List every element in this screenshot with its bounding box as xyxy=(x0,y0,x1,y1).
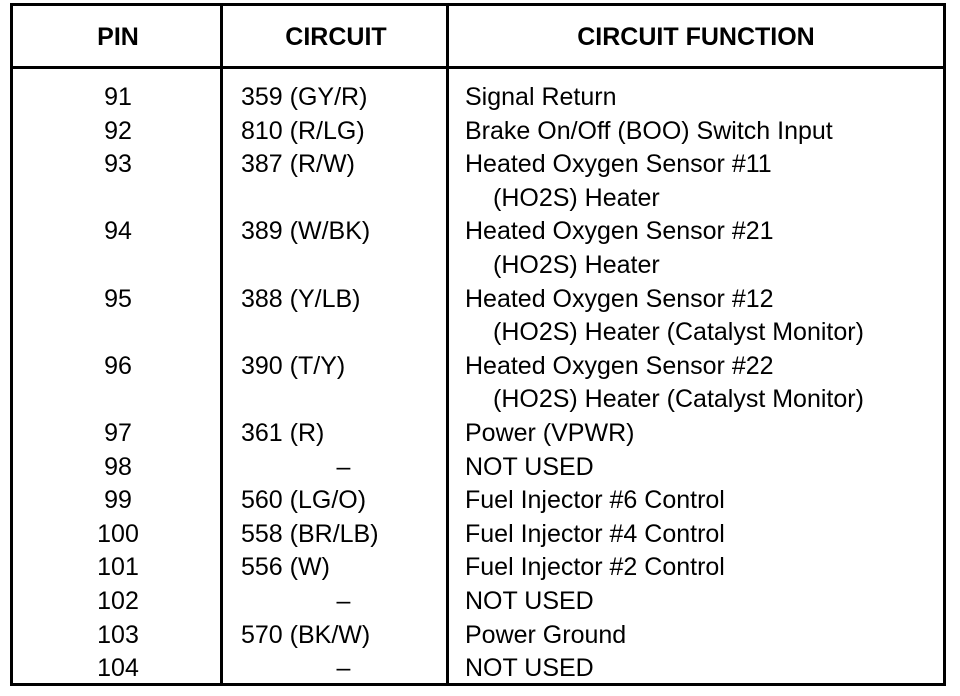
circuit-cell: – xyxy=(336,654,351,683)
function-cell xyxy=(465,484,725,518)
function-line: Heated Oxygen Sensor #11 xyxy=(465,150,772,179)
function-line-continued: (HO2S) Heater (Catalyst Monitor) xyxy=(493,385,864,414)
circuit-cell: – xyxy=(336,452,351,481)
function-cell xyxy=(465,451,594,485)
table-row xyxy=(13,283,943,350)
table-row xyxy=(13,585,943,619)
function-cell xyxy=(465,551,725,585)
pin-cell: 104 xyxy=(97,654,139,683)
table-row xyxy=(13,451,943,485)
table-row xyxy=(13,115,943,149)
circuit-cell: 390 (T/Y) xyxy=(241,351,346,380)
table-header xyxy=(13,6,943,69)
pin-cell: 96 xyxy=(104,351,132,380)
function-line-continued: (HO2S) Heater (Catalyst Monitor) xyxy=(493,318,864,347)
circuit-cell: 389 (W/BK) xyxy=(241,217,371,246)
function-line: Signal Return xyxy=(465,83,617,111)
table-row xyxy=(13,484,943,518)
circuit-cell: 388 (Y/LB) xyxy=(241,284,361,313)
pin-cell: 97 xyxy=(104,418,132,447)
function-cell xyxy=(465,417,634,451)
function-cell xyxy=(465,619,626,653)
header-circuit: CIRCUIT xyxy=(285,23,387,51)
table-row xyxy=(13,215,943,282)
table-row xyxy=(13,551,943,585)
circuit-cell: 810 (R/LG) xyxy=(241,116,365,145)
header-pin: PIN xyxy=(97,23,139,51)
function-line: Fuel Injector #6 Control xyxy=(465,486,725,515)
function-cell xyxy=(465,81,616,115)
circuit-cell: 387 (R/W) xyxy=(241,150,355,179)
pin-cell: 98 xyxy=(104,452,132,481)
pin-cell: 95 xyxy=(104,284,132,313)
function-cell xyxy=(465,585,594,619)
pin-cell: 94 xyxy=(104,217,132,246)
function-line: Fuel Injector #2 Control xyxy=(465,553,725,582)
header-circuit-function: CIRCUIT FUNCTION xyxy=(577,23,815,51)
circuit-cell: 359 (GY/R) xyxy=(241,83,368,111)
function-line: NOT USED xyxy=(465,586,594,615)
function-cell xyxy=(465,115,833,149)
pin-cell: 102 xyxy=(97,586,139,615)
table-row xyxy=(13,518,943,552)
function-line-continued: (HO2S) Heater xyxy=(493,250,660,279)
function-cell xyxy=(465,350,864,417)
circuit-cell: 570 (BK/W) xyxy=(241,620,371,649)
table-row xyxy=(13,81,943,115)
circuit-cell: 558 (BR/LB) xyxy=(241,519,379,548)
pin-cell: 92 xyxy=(104,116,132,145)
function-cell xyxy=(465,652,594,686)
function-line: NOT USED xyxy=(465,452,594,481)
function-line: Heated Oxygen Sensor #12 xyxy=(465,284,774,313)
circuit-cell: 560 (LG/O) xyxy=(241,486,367,515)
function-line: Heated Oxygen Sensor #22 xyxy=(465,351,774,380)
function-line: NOT USED xyxy=(465,654,594,683)
table-row xyxy=(13,417,943,451)
function-cell xyxy=(465,215,774,282)
table-row xyxy=(13,652,943,686)
table-body xyxy=(13,81,943,686)
pin-table xyxy=(10,3,946,686)
table-row xyxy=(13,350,943,417)
function-line: Heated Oxygen Sensor #21 xyxy=(465,217,774,246)
table-row xyxy=(13,619,943,653)
function-line: Power Ground xyxy=(465,620,627,649)
function-cell xyxy=(465,148,772,215)
pin-cell: 91 xyxy=(104,83,132,111)
pin-cell: 93 xyxy=(104,150,132,179)
function-cell xyxy=(465,518,725,552)
table-row xyxy=(13,148,943,215)
function-line-continued: (HO2S) Heater xyxy=(493,183,660,212)
pin-cell: 100 xyxy=(97,519,139,548)
circuit-cell: – xyxy=(336,586,351,615)
function-cell xyxy=(465,283,864,350)
circuit-cell: 361 (R) xyxy=(241,418,325,447)
function-line: Power (VPWR) xyxy=(465,418,635,447)
pin-cell: 101 xyxy=(97,553,139,582)
function-line: Brake On/Off (BOO) Switch Input xyxy=(465,116,833,145)
pin-cell: 99 xyxy=(104,486,132,515)
function-line: Fuel Injector #4 Control xyxy=(465,519,725,548)
circuit-cell: 556 (W) xyxy=(241,553,330,582)
pin-cell: 103 xyxy=(97,620,139,649)
